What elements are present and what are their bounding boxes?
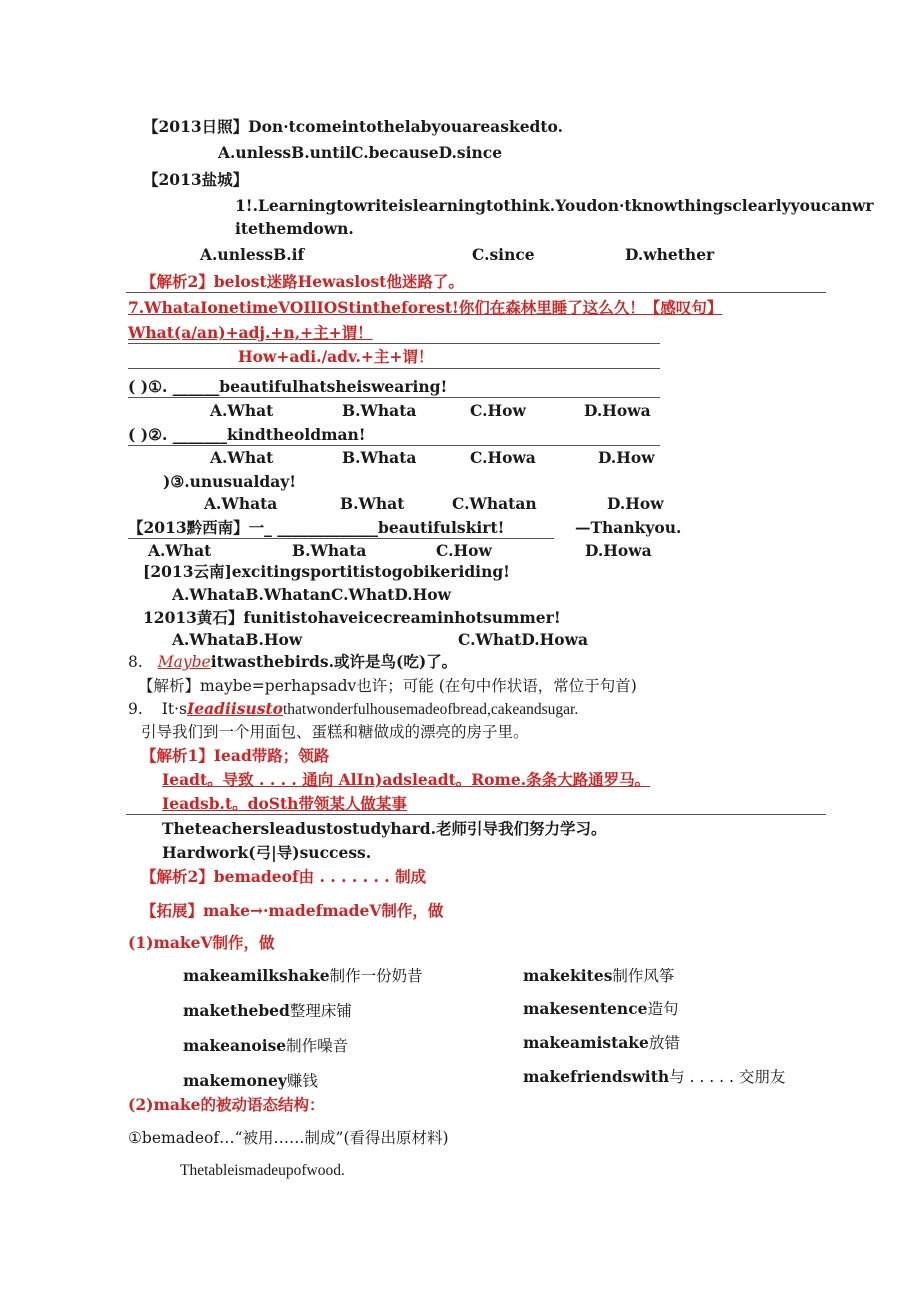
example-hardwork: Hardwork(弓|导)success. xyxy=(162,843,372,862)
option-a: A.Whata xyxy=(204,494,278,513)
divider xyxy=(126,292,826,293)
option-b: B.What xyxy=(340,494,405,513)
analysis-2-belost: 【解析2】belost迷路Hewaslost他迷路了。 xyxy=(141,272,464,291)
exercise-3: )③.unusualday! xyxy=(163,472,297,491)
phrase-item: makemoney赚钱 xyxy=(183,1071,318,1090)
example-table: Thetableismadeupofwood. xyxy=(180,1162,345,1179)
option-a-b: A.WhataB.How xyxy=(172,630,303,649)
make-heading-1: (1)makeV制作，做 xyxy=(128,933,275,952)
question-yancheng-text: 1!.Learningtowriteislearningtothink.Youdon·tknowthingsclearlyyoucanwr xyxy=(235,196,874,215)
formula-how: How+adi./adv.+主+谓！ xyxy=(238,347,434,366)
sentence-7: 7.WhataIonetimeVOIlIOStintheforest!你们在森林里睡了这么久！【感叹句】 xyxy=(128,298,723,317)
phrase-item: makesentence造句 xyxy=(523,999,679,1018)
extension-make: 【拓展】make→·madefmadeV制作，做 xyxy=(141,901,444,920)
phrase-item: makeamistake放错 xyxy=(523,1033,680,1052)
reply-thankyou: —Thankyou. xyxy=(575,518,682,537)
question-2013-rizhao: 【2013日照】Don·tcomeintothelabyouareaskedto. xyxy=(143,117,564,136)
option-d: D.How xyxy=(607,494,664,513)
question-2013-yunnan: [2013云南]excitingsportitistogobikeriding! xyxy=(143,562,510,581)
lead-to-phrase: Ieadt。导致 . . . . 通向 AlIn)adsleadt。Rome.条条大路通罗马。 xyxy=(162,770,651,789)
option-a-b: A.unlessB.if xyxy=(200,245,305,264)
make-heading-2: (2)make的被动语态结构： xyxy=(128,1095,325,1114)
option-c: C.How xyxy=(436,541,492,560)
option-d: D.Howa xyxy=(585,541,652,560)
question-2013-yancheng-label: 【2013盐城】 xyxy=(143,170,249,189)
phrase-item: makefriendswith与 . . . . . 交朋友 xyxy=(523,1067,786,1086)
sentence-9-text: thatwonderfulhousemadeofbread,cakeandsugar. xyxy=(282,701,579,718)
options-rizhao: A.unlessB.untilC.becauseD.since xyxy=(218,143,503,162)
option-a: A.What xyxy=(210,448,274,467)
phrase-item: makekites制作风筝 xyxy=(523,966,675,985)
option-a: A.What xyxy=(210,401,274,420)
exercise-2: ( )②. _______kindtheoldman! xyxy=(128,425,366,444)
option-d: D.Howa xyxy=(584,401,651,420)
keyword-maybe: Maybe xyxy=(157,653,211,671)
exercise-1: ( )①. ______beautifulhatsheiswearing! xyxy=(128,377,448,396)
sentence-9 xyxy=(128,699,578,720)
divider xyxy=(128,397,660,398)
question-yancheng-text-cont: itethemdown. xyxy=(235,219,354,238)
lead-sb-phrase: Ieadsb.t。doSth带领某人做某事 xyxy=(162,794,407,813)
divider xyxy=(128,343,660,344)
question-2013-huangshi: 12013黄石】funitistohaveicecreaminhotsummer! xyxy=(143,608,561,627)
item-number: 8. xyxy=(128,653,143,671)
divider xyxy=(126,814,826,815)
divider xyxy=(128,445,660,446)
bemadeof-note: ①bemadeof…“被用……制成”(看得出原材料) xyxy=(128,1129,449,1147)
option-d: D.whether xyxy=(625,245,715,264)
example-teachers: Theteachersleadustostudyhard.老师引导我们努力学习。 xyxy=(162,819,607,838)
phrase-item: makeanoise制作噪音 xyxy=(183,1036,349,1055)
item-number: 9. xyxy=(128,700,143,718)
analysis-maybe: 【解析】maybe=perhapsadv也许；可能 (在句中作状语，常位于句首) xyxy=(138,677,637,695)
analysis-2-bemadeof: 【解析2】bemadeof由 . . . . . . . 制成 xyxy=(141,867,427,886)
divider xyxy=(128,538,554,539)
option-c: C.since xyxy=(472,245,535,264)
phrase-item: makethebed整理床铺 xyxy=(183,1001,352,1020)
question-2013-qianxinan: 【2013黔西南】一_ _____________beautifulskirt! xyxy=(128,518,505,537)
option-b: B.Whata xyxy=(342,448,417,467)
option-c-d: C.WhatD.Howa xyxy=(458,630,588,649)
formula-what: What(a/an)+adj.+n,+主+谓！ xyxy=(128,323,373,342)
divider xyxy=(128,368,660,369)
option-b: B.Whata xyxy=(342,401,417,420)
sentence-8-text: itwasthebirds.或许是鸟(吃)了。 xyxy=(210,652,458,671)
phrase-item: makeamilkshake制作一份奶昔 xyxy=(183,966,423,985)
options-yunnan: A.WhataB.WhatanC.WhatD.How xyxy=(172,585,451,604)
analysis-1-lead: 【解析1】Iead带路；领路 xyxy=(141,746,330,765)
keyword-lead: Ieadiisusto xyxy=(186,699,283,718)
option-c: C.Whatan xyxy=(452,494,537,513)
option-b: B.Whata xyxy=(292,541,367,560)
translation-9: 引导我们到一个用面包、蛋糕和糖做成的漂亮的房子里。 xyxy=(141,723,529,741)
option-c: C.Howa xyxy=(470,448,536,467)
option-d: D.How xyxy=(598,448,655,467)
option-c: C.How xyxy=(470,401,526,420)
sentence-9-start: It·s xyxy=(161,700,187,718)
sentence-8 xyxy=(128,652,457,672)
option-a: A.What xyxy=(148,541,212,560)
